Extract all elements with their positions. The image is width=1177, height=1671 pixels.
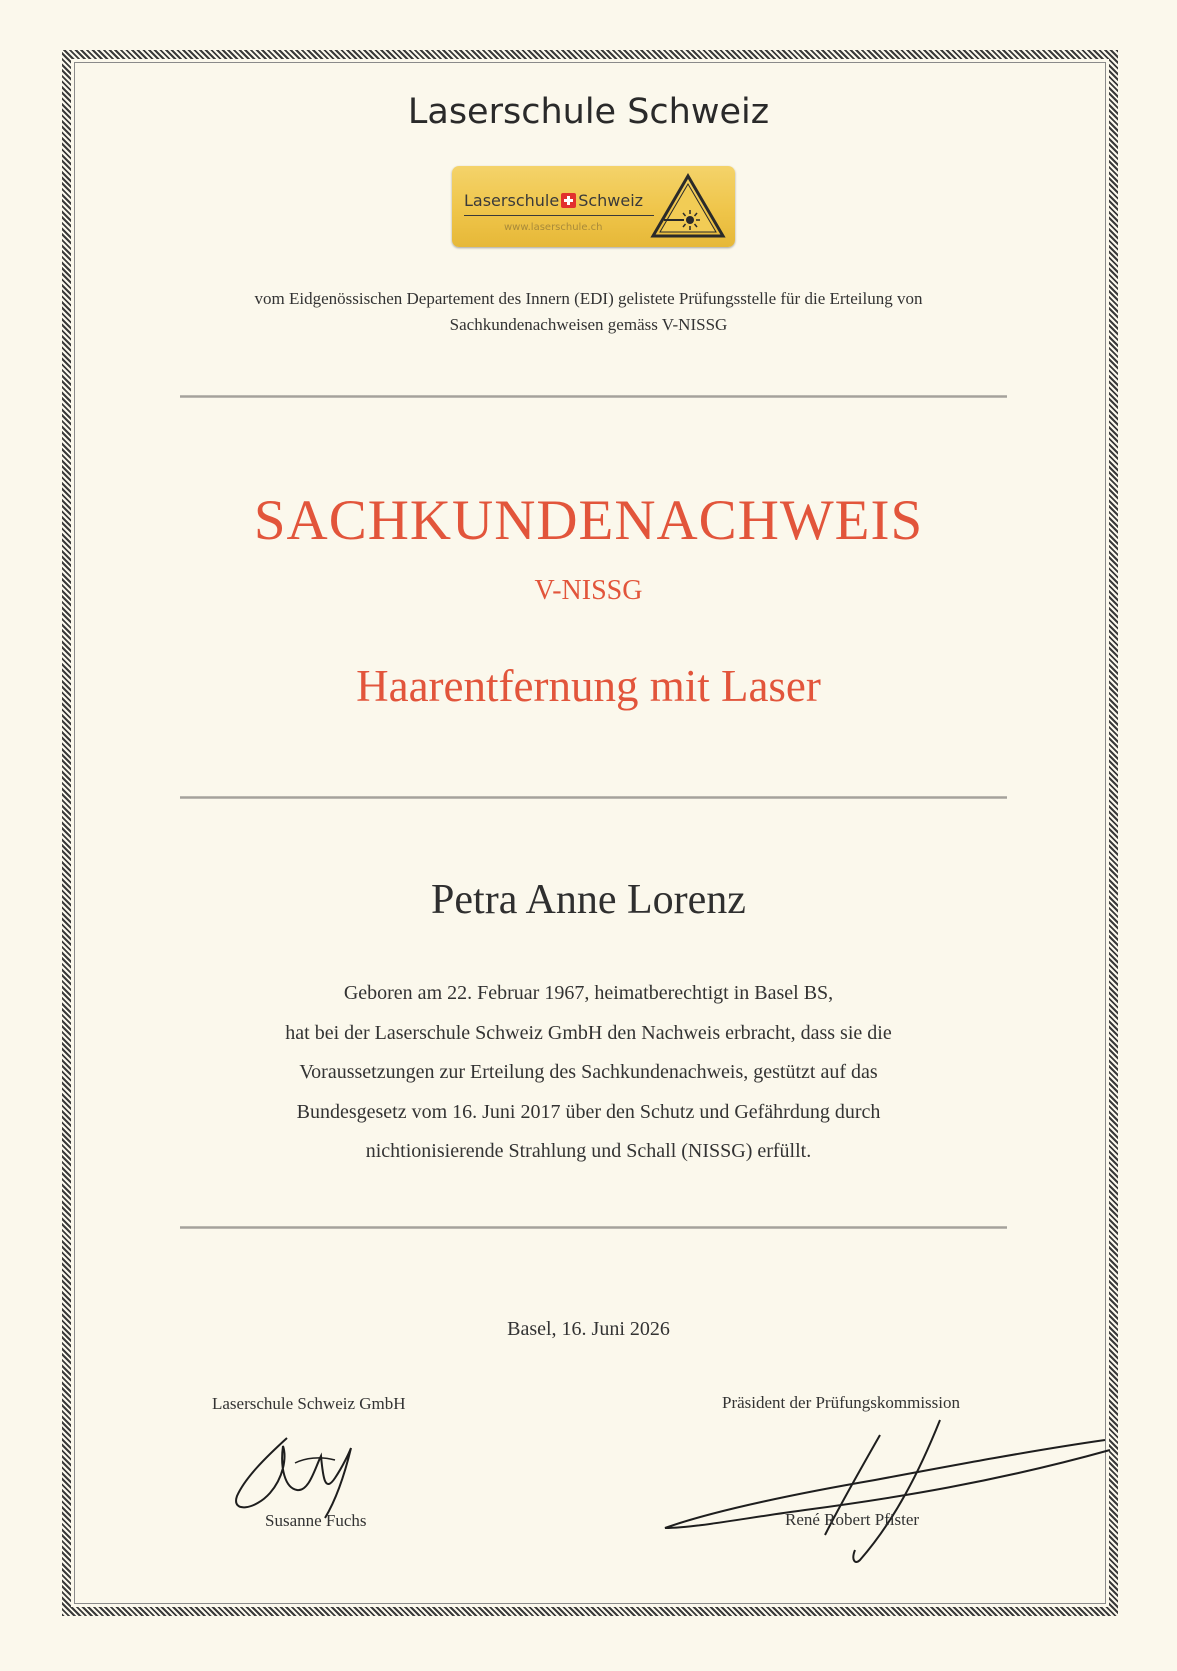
swiss-cross-icon [561,193,576,208]
regulation-label: V-NISSG [534,575,643,606]
logo-text-right: Schweiz [578,191,644,210]
recipient-name: Petra Anne Lorenz [431,877,746,923]
certificate-body [0,974,1177,1172]
school-logo [452,166,735,247]
logo-wordmark [464,191,643,210]
subtitle-line-1: vom Eidgenössischen Departement des Innern (EDI) gelistete Prüfungsstelle für die Erteilung von [254,289,923,308]
divider-middle [180,796,1007,799]
laser-warning-icon [650,172,726,240]
divider-bottom [180,1226,1007,1229]
body-line: nichtionisierende Strahlung und Schall (NISSG) erfüllt. [365,1140,812,1162]
certificate-title: SACHKUNDENACHWEIS [253,489,924,552]
body-line: Voraussetzungen zur Erteilung des Sachkundenachweis, gestützt auf das [299,1061,878,1083]
body-line: Geboren am 22. Februar 1967, heimatberechtigt in Basel BS, [343,982,834,1004]
school-name: Laserschule Schweiz [407,92,770,132]
right-signature-role: Präsident der Prüfungskommission [722,1393,960,1412]
left-signer-name: Susanne Fuchs [265,1511,367,1530]
right-signer-name: René Robert Pfister [785,1510,920,1529]
right-signature-image [655,1410,1115,1570]
subtitle-line-2: Sachkundenachweisen gemäss V-NISSG [449,315,728,334]
divider-top [180,395,1007,398]
body-line: hat bei der Laserschule Schweiz GmbH den Nachweis erbracht, dass sie die [285,1021,892,1044]
logo-underline [464,215,654,216]
certificate-topic: Haarentfernung mit Laser [356,661,821,711]
body-line: Bundesgesetz vom 16. Juni 2017 über den Schutz und Gefährdung durch [296,1100,881,1123]
issuer-subtitle [0,286,1177,338]
logo-url: www.laserschule.ch [504,222,603,233]
left-signature-organization: Laserschule Schweiz GmbH [212,1394,406,1413]
logo-text-left: Laserschule [464,191,560,210]
place-and-date: Basel, 16. Juni 2026 [507,1318,670,1340]
